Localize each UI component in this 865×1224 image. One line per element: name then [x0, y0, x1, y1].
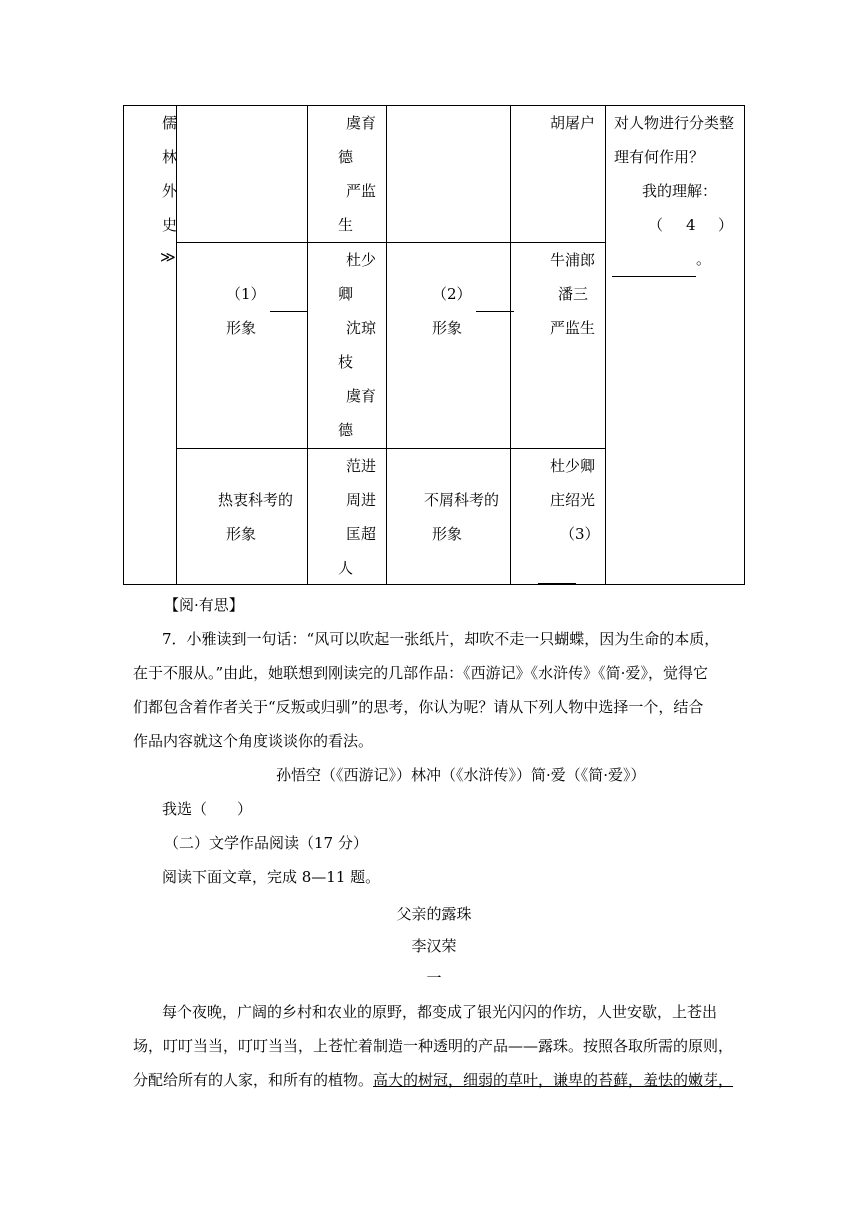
blank-label: 4 [686, 216, 696, 234]
cell-name: 庄绍光 [550, 491, 596, 509]
book-title-char: 儒 [162, 114, 178, 132]
article-paragraph-line: 场，叮叮当当，叮叮当当，上苍忙着制造一种透明的产品——露珠。按照各取所需的原则， [133, 1037, 734, 1055]
blank-label: （ [648, 216, 664, 234]
article-paragraph-line: 分配给所有的人家，和所有的植物。 [133, 1071, 374, 1089]
cell-label: 热衷科考的 [218, 491, 294, 509]
cell-name: 周进 [346, 491, 377, 509]
q7-choose: 我选（ ） [162, 800, 253, 818]
article-section: 一 [426, 969, 442, 987]
section-heading: 【阅·有思】 [164, 596, 244, 614]
book-title-char: 林 [162, 148, 178, 166]
answer-blank-3[interactable] [538, 549, 576, 584]
part-heading: （二）文学作品阅读（17 分） [164, 834, 368, 852]
cell-name: 德 [338, 148, 354, 166]
cell-name: 虞育 [346, 114, 377, 132]
answer-blank-4[interactable] [612, 242, 696, 277]
cell-label: 形象 [226, 319, 257, 337]
blank-label: （3） [560, 525, 600, 543]
question-text: 对人物进行分类整 [614, 114, 735, 132]
cell-name: 虞育 [346, 387, 377, 405]
blank-label: （2） [432, 285, 472, 303]
cell-name: 杜少卿 [550, 457, 596, 475]
cell-name: 严监 [346, 182, 377, 200]
cell-label: 不屑科考的 [424, 491, 500, 509]
cell-name: 杜少 [346, 251, 377, 269]
q7-options: 孙悟空（《西游记》）林冲（《水浒传》）简·爱（《简·爱》） [276, 766, 646, 784]
cell-label: 形象 [432, 525, 463, 543]
cell-name: 人 [338, 559, 354, 577]
cell-name: 匡超 [346, 525, 377, 543]
cell-name: 枝 [338, 353, 354, 371]
question-text: 我的理解： [642, 182, 718, 200]
cell-name: 生 [338, 216, 354, 234]
answer-blank-1[interactable] [270, 277, 308, 312]
question-text: 理有何作用？ [614, 148, 705, 166]
cell-name: 德 [338, 421, 354, 439]
blank-label: （1） [226, 285, 266, 303]
article-author: 李汉荣 [411, 937, 457, 955]
instruction: 阅读下面文章，完成 8—11 题。 [162, 868, 381, 886]
cell-label: 形象 [432, 319, 463, 337]
blank-label: ） [718, 216, 734, 234]
answer-blank-2[interactable] [476, 277, 514, 312]
cell-name: 潘三 [558, 285, 589, 303]
q7-line: 们都包含着作者关于“反叛或归驯”的思考，你认为呢？请从下列人物中选择一个，结合 [133, 698, 704, 716]
cell-label: 形象 [226, 525, 257, 543]
book-title-char: 史 [162, 216, 178, 234]
period: 。 [696, 250, 712, 268]
q7-line: 在于不服从。”由此，她联想到刚读完的几部作品：《西游记》《水浒传》《简·爱》，觉得它 [133, 664, 708, 682]
book-title-char: 外 [162, 182, 178, 200]
book-title-char: ≫ [160, 248, 176, 266]
cell-name: 卿 [338, 285, 354, 303]
underlined-sentence: 高大的树冠，细弱的草叶，谦卑的苔藓，羞怯的嫩芽， [373, 1071, 734, 1089]
cell-name: 范进 [346, 457, 377, 475]
q7-line: 作品内容就这个角度谈谈你的看法。 [133, 732, 374, 750]
cell-name: 牛浦郎 [550, 251, 596, 269]
cell-name: 严监生 [550, 319, 596, 337]
q7-line: 7．小雅读到一句话：“风可以吹起一张纸片，却吹不走一只蝴蝶，因为生命的本质， [162, 630, 720, 648]
cell-name: 胡屠户 [550, 114, 596, 132]
article-title: 父亲的露珠 [396, 905, 472, 923]
cell-name: 沈琼 [346, 319, 377, 337]
article-paragraph-line: 每个夜晚，广阔的乡村和农业的原野，都变成了银光闪闪的作坊，人世安歇，上苍出 [162, 1003, 718, 1021]
